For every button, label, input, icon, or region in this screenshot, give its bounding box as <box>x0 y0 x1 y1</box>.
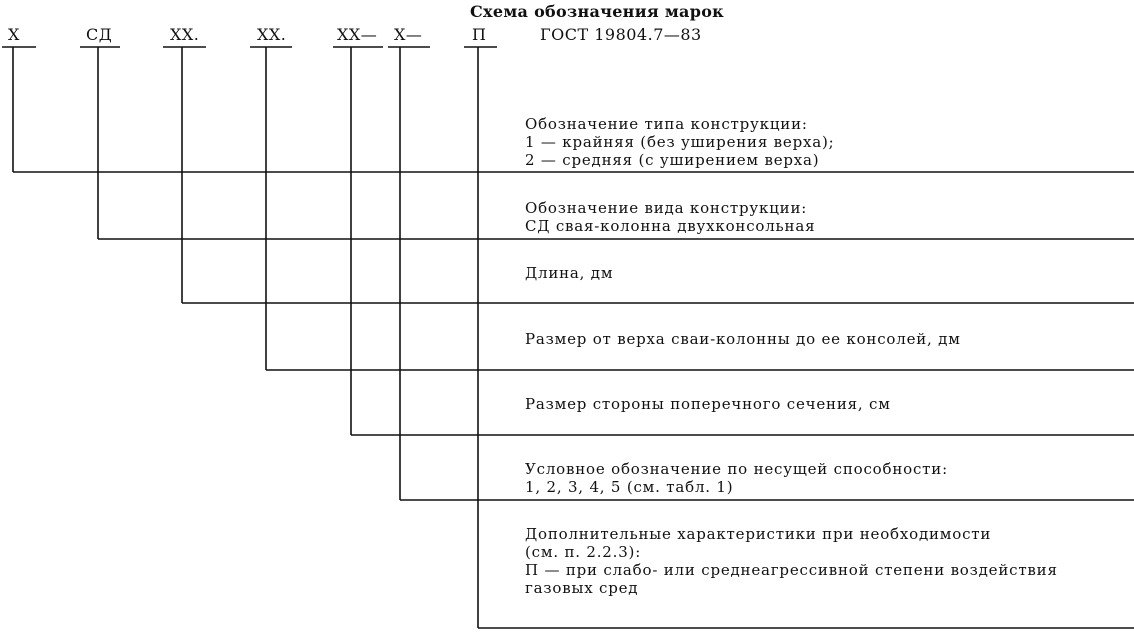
description-console-size <box>525 330 961 348</box>
description-line: Дополнительные характеристики при необходимости <box>525 525 992 543</box>
code-part-capacity: Х— <box>394 25 423 44</box>
description-kind <box>525 199 815 235</box>
code-part-type: Х <box>8 25 20 44</box>
description-line: (см. п. 2.2.3): <box>525 543 642 561</box>
description-capacity <box>525 460 948 496</box>
description-line: П — при слабо- или среднеагрессивной степени воздействия <box>525 561 1058 579</box>
description-line: Обозначение вида конструкции: <box>525 199 808 217</box>
description-line: СД свая-колонна двухконсольная <box>525 217 816 235</box>
code-part-length: ХХ. <box>170 25 200 44</box>
gost-reference: ГОСТ 19804.7—83 <box>540 25 702 44</box>
description-line: 1, 2, 3, 4, 5 (см. табл. 1) <box>525 478 734 496</box>
code-part-section-size: ХХ— <box>337 25 378 44</box>
description-line: Обозначение типа конструкции: <box>525 115 808 133</box>
code-part-extra: П <box>472 25 487 44</box>
description-section-size <box>525 395 891 413</box>
description-line: Размер стороны поперечного сечения, см <box>525 395 891 413</box>
description-line: Условное обозначение по несущей способности: <box>525 460 948 478</box>
description-line: Длина, дм <box>525 264 614 282</box>
code-part-kind: СД <box>86 25 113 44</box>
description-extra <box>525 525 1058 597</box>
description-line: 2 — средняя (с уширением верха) <box>525 151 820 169</box>
description-line: 1 — крайняя (без уширения верха); <box>525 133 835 151</box>
description-length <box>525 264 613 282</box>
description-type <box>525 115 835 169</box>
description-line: газовых сред <box>525 579 639 597</box>
scheme-title: Схема обозначения марок <box>470 2 725 21</box>
code-part-console-size: ХХ. <box>257 25 287 44</box>
description-line: Размер от верха сваи-колонны до ее консолей, дм <box>525 330 961 348</box>
